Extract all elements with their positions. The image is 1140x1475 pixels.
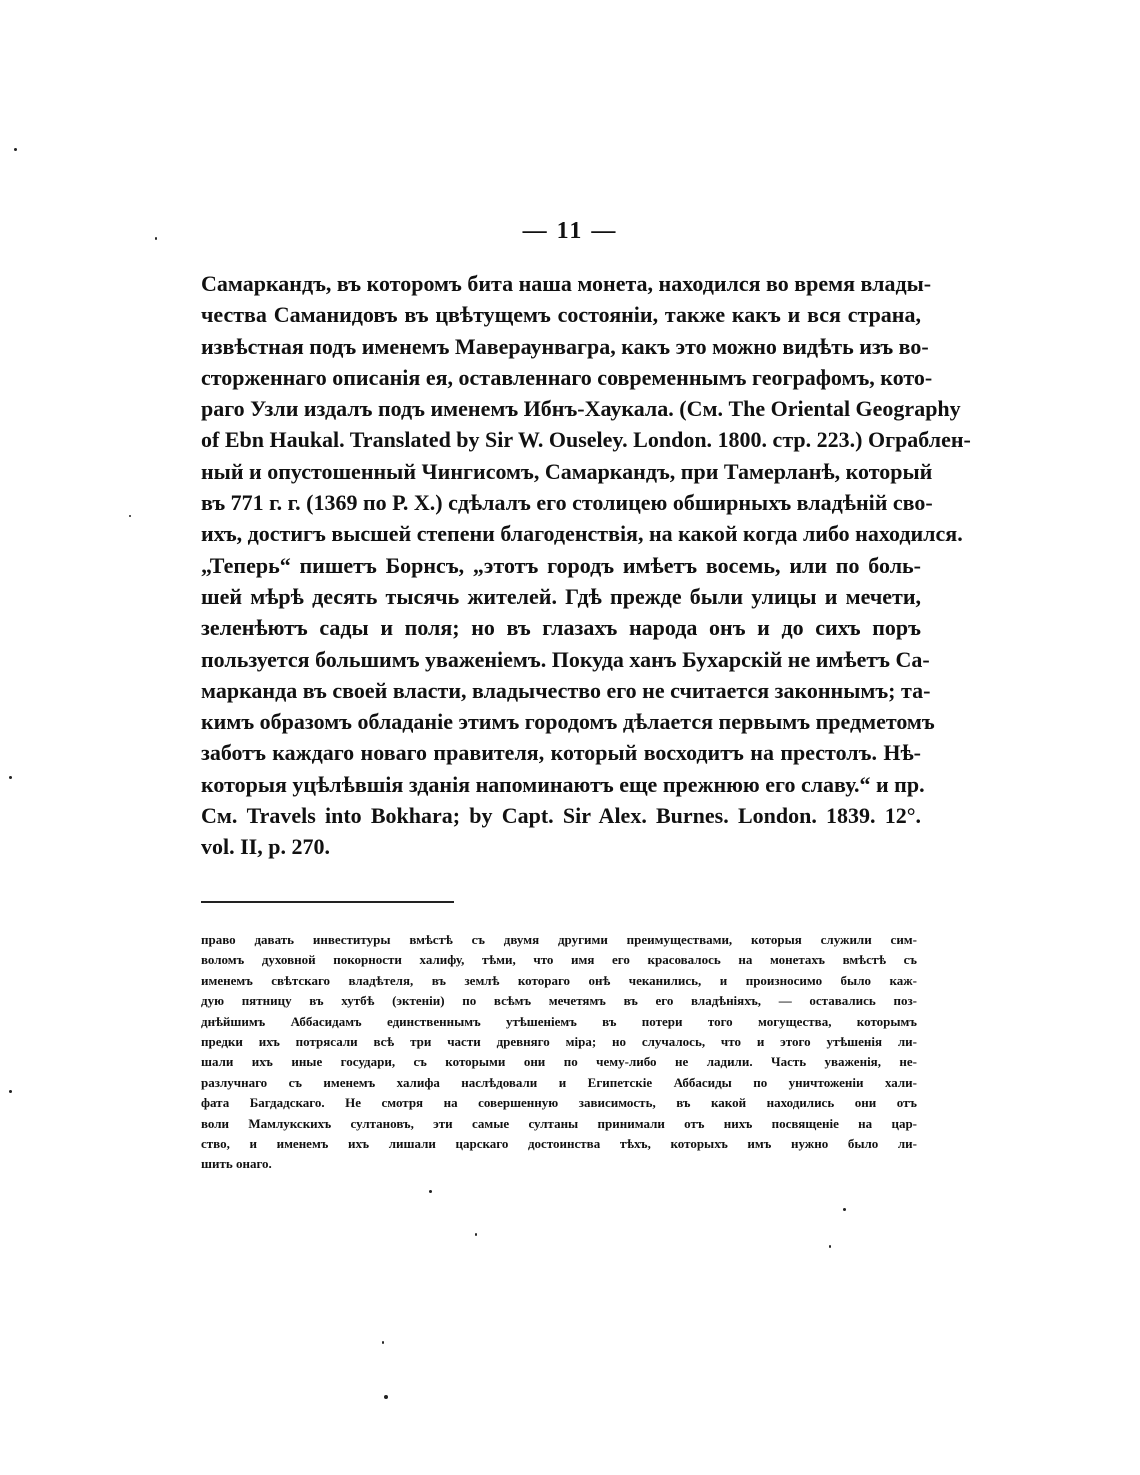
footnote-line: шали ихъ иные государи, съ которыми они по чему-либо не ладили. Часть уваженія, не- bbox=[201, 1054, 917, 1070]
main-text-line: пользуется большимъ уваженіемъ. Покуда ханъ Бухарскій не имѣетъ Са- bbox=[201, 646, 930, 672]
main-text-line: раго Узли издалъ подъ именемъ Ибнъ-Хаукала. (См. The Oriental Geography bbox=[201, 396, 961, 422]
main-text-line: См. Travels into Bokhara; by Capt. Sir Alex. Burnes. London. 1839. 12°. bbox=[201, 803, 921, 829]
scan-speck bbox=[429, 1190, 432, 1193]
scan-speck bbox=[129, 515, 131, 517]
main-text-line: чества Саманидовъ въ цвѣтущемъ состояніи, также какъ и вся страна, bbox=[201, 302, 921, 328]
main-text-line: vol. II, p. 270. bbox=[201, 834, 330, 860]
main-text-line: зеленѣютъ сады и поля; но въ глазахъ народа онъ и до сихъ поръ bbox=[201, 615, 921, 641]
scan-speck bbox=[475, 1233, 477, 1236]
main-text-line: сторженнаго описанія ея, оставленнаго современнымъ географомъ, кото- bbox=[201, 364, 933, 390]
scan-speck bbox=[155, 237, 157, 240]
main-text-line: ный и опустошенный Чингисомъ, Самаркандъ, при Тамерланѣ, который bbox=[201, 458, 933, 484]
footnote-line: шить онаго. bbox=[201, 1156, 272, 1172]
main-text-line: шей мѣрѣ десять тысячь жителей. Гдѣ прежде были улицы и мечети, bbox=[201, 583, 921, 609]
footnote-divider bbox=[201, 901, 454, 903]
scan-speck bbox=[14, 148, 17, 151]
footnote-line: именемъ свѣтскаго владѣтеля, въ землѣ котораго онѣ чеканились, и произносимо было каж- bbox=[201, 972, 917, 988]
footnote-line: днѣйшимъ Аббасидамъ единственнымъ утѣшеніемъ въ потери того могущества, которымъ bbox=[201, 1013, 917, 1029]
main-body-text bbox=[201, 268, 971, 863]
scan-speck bbox=[384, 1395, 388, 1399]
main-text-line: кимъ образомъ обладаніе этимъ городомъ дѣлается первымъ предметомъ bbox=[201, 709, 935, 735]
main-text-line: ихъ, достигъ высшей степени благоденствія, на какой когда либо находился. bbox=[201, 521, 963, 547]
footnote-line: воломъ духовной покорности халифу, тѣми, что имя его красовалось на монетахъ вмѣстѣ съ bbox=[201, 952, 917, 968]
footnote-line: право давать инвеституры вмѣстѣ съ двумя другими преимуществами, которыя служили сим- bbox=[201, 932, 917, 947]
footnote-text bbox=[201, 930, 917, 1175]
main-text-line: въ 771 г. г. (1369 по Р. Х.) сдѣлалъ его столицею обширныхъ владѣній сво- bbox=[201, 490, 933, 516]
main-text-line: марканда въ своей власти, владычество его не считается законнымъ; та- bbox=[201, 677, 931, 703]
footnote-line: предки ихъ потрясали всѣ три части древняго міра; но случалось, что и этого утѣшенія ли- bbox=[201, 1034, 917, 1050]
scan-speck bbox=[829, 1245, 831, 1248]
footnote-line: воли Мамлукскихъ султановъ, эти самые султаны принимали отъ нихъ посвященіе на цар- bbox=[201, 1115, 917, 1131]
scan-speck bbox=[382, 1341, 384, 1344]
footnote-line: дую пятницу въ хутбѣ (эктеніи) по всѣмъ мечетямъ въ его владѣніяхъ, — оставались поз- bbox=[201, 993, 917, 1009]
footnote-line: фата Багдадскаго. Не смотря на совершенную зависимость, въ какой находились они отъ bbox=[201, 1095, 917, 1111]
scan-speck bbox=[9, 776, 12, 779]
main-text-line: of Ebn Haukal. Translated by Sir W. Ouseley. London. 1800. стр. 223.) Ограблен- bbox=[201, 427, 971, 453]
page-number: — 11 — bbox=[522, 218, 618, 244]
footnote-line: разлучнаго съ именемъ халифа наслѣдовали и Египетскіе Аббасиды по уничтоженіи хали- bbox=[201, 1074, 917, 1090]
scan-speck bbox=[843, 1208, 846, 1211]
main-text-line: которыя уцѣлѣвшія зданія напоминаютъ еще прежнюю его славу.“ и пр. bbox=[201, 771, 925, 797]
main-text-line: „Теперь“ пишетъ Борнсъ, „этотъ городъ имѣетъ восемь, или по боль- bbox=[201, 552, 921, 578]
scan-speck bbox=[9, 1090, 12, 1093]
footnote-line: ство, и именемъ ихъ лишали царскаго достоинства тѣхъ, которыхъ имъ нужно было ли- bbox=[201, 1136, 917, 1152]
main-text-line: извѣстная подъ именемъ Мавераунвагра, какъ это можно видѣть изъ во- bbox=[201, 333, 929, 359]
main-text-line: Самаркандъ, въ которомъ бита наша монета, находился во время влады- bbox=[201, 271, 932, 296]
main-text-line: заботъ каждаго новаго правителя, который восходитъ на престолъ. Нѣ- bbox=[201, 740, 921, 766]
